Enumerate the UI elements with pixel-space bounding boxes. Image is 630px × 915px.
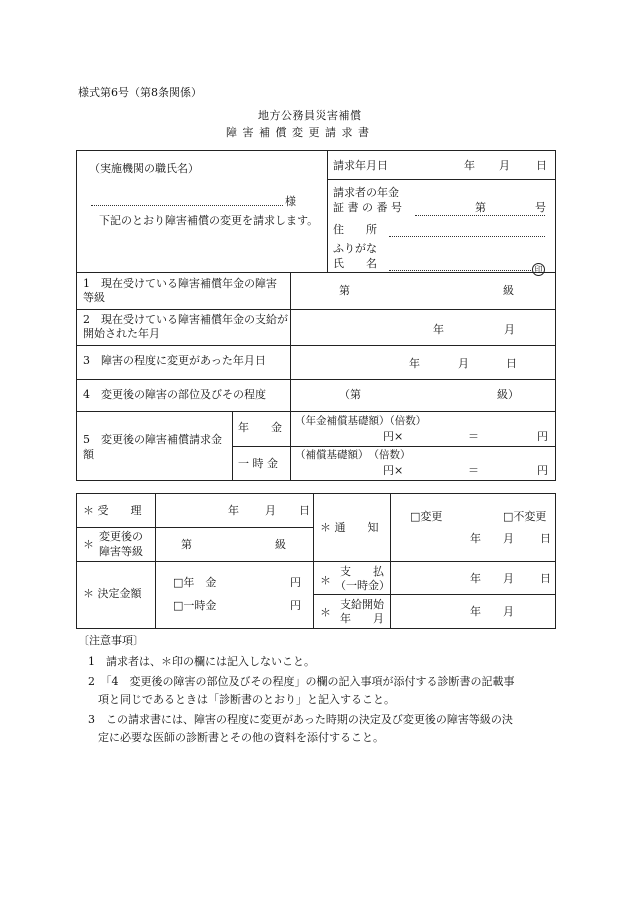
seal-mark: 印 — [532, 257, 545, 276]
payment-year: 年 — [470, 572, 481, 585]
start-label-1: 支給開始 — [340, 598, 384, 611]
item1-kyu: 級 — [503, 284, 514, 297]
item3-day: 日 — [506, 357, 517, 370]
start-month: 月 — [503, 605, 514, 618]
start-asterisk: ＊ — [320, 606, 331, 619]
org-title: 地方公務員災害補償 — [258, 109, 362, 122]
notice-month: 月 — [503, 532, 514, 545]
new-grade-label-1: 変更後の — [99, 530, 143, 543]
item5-label: 5 変更後の障害補償請求金額 — [83, 433, 222, 461]
item3-label: 3 障害の程度に変更があった年月日 — [83, 354, 266, 367]
agency-name-line[interactable] — [91, 204, 283, 206]
cert-go: 号 — [535, 201, 546, 214]
item2-year: 年 — [433, 323, 444, 336]
new-grade-kyu: 級 — [275, 538, 286, 551]
amount-label: ＊ 決定金額 — [83, 587, 142, 600]
amount-lump-checkbox[interactable]: □一時金 — [173, 599, 217, 612]
date-label: 請求年月日 — [333, 159, 388, 172]
lump-eq: ＝ — [468, 464, 479, 477]
payment-month: 月 — [503, 572, 514, 585]
amount-pension-checkbox[interactable]: □年 金 — [173, 576, 217, 589]
receipt-day: 日 — [299, 504, 310, 517]
item3-month: 月 — [458, 357, 469, 370]
item1-dai: 第 — [339, 284, 350, 297]
item4-kyu: 級） — [497, 388, 519, 401]
new-grade-dai: 第 — [181, 538, 192, 551]
main-form — [76, 150, 556, 481]
pension-formula: （年金補償基礎額）（倍数） — [295, 415, 427, 427]
payment-asterisk: ＊ — [320, 574, 331, 587]
furigana-label: ふりがな — [333, 242, 377, 255]
amount-pension-yen: 円 — [290, 576, 301, 589]
note-3a: 3 この請求書には、障害の程度に変更があった時期の決定及び変更後の障害等級の決 — [88, 713, 513, 726]
lump-label: 一 時 金 — [238, 457, 278, 470]
date-year: 年 — [464, 159, 475, 172]
note-3b: 定に必要な医師の診断書とその他の資料を添付すること。 — [98, 731, 384, 744]
payment-day: 日 — [540, 572, 551, 585]
name-field[interactable] — [389, 269, 531, 271]
lump-yen: 円 — [537, 464, 548, 477]
agency-label: （実施機関の職氏名） — [89, 162, 199, 175]
receipt-label: ＊ 受 理 — [83, 504, 142, 517]
item3-year: 年 — [409, 357, 420, 370]
start-year: 年 — [470, 605, 481, 618]
item4-label: 4 変更後の障害の部位及びその程度 — [83, 388, 266, 401]
note-1: 1 請求者は、＊印の欄には記入しないこと。 — [88, 655, 315, 668]
honorific: 様 — [285, 195, 296, 208]
note-2b: 項と同じであるときは「診断書のとおり」と記入すること。 — [98, 693, 395, 706]
pension-eq: ＝ — [468, 430, 479, 443]
date-month: 月 — [499, 159, 510, 172]
item2-month: 月 — [504, 323, 515, 336]
lump-yen-x: 円× — [383, 464, 404, 477]
item4-dai: （第 — [339, 388, 361, 401]
date-day: 日 — [536, 159, 547, 172]
note-2a: 2 「4 変更後の障害の部位及びその程度」の欄の記入事項が添付する診断書の記載事 — [88, 675, 515, 688]
notice-label: ＊ 通 知 — [320, 521, 379, 534]
doc-title: 障 害 補 償 変 更 請 求 書 — [226, 126, 370, 139]
receipt-month: 月 — [265, 504, 276, 517]
address-label: 住 所 — [333, 223, 377, 236]
pension-label: 年 金 — [238, 421, 282, 434]
payment-label-1: 支 払 — [340, 565, 384, 578]
item2-label: 2 現在受けている障害補償年金の支給が開始された年月 — [83, 313, 288, 340]
pension-yen: 円 — [537, 430, 548, 443]
change-checkbox[interactable]: □変更 — [410, 510, 443, 523]
item1-label: 1 現在受けている障害補償年金の障害等級 — [83, 277, 277, 304]
lump-formula: （補償基礎額） （倍数） — [295, 449, 411, 461]
cert-number-field[interactable] — [415, 214, 545, 216]
amount-lump-yen: 円 — [290, 599, 301, 612]
office-use-form — [76, 493, 556, 629]
cert-label-1: 請求者の年金 — [333, 186, 399, 199]
address-field[interactable] — [389, 235, 545, 237]
new-grade-label-2: 障害等級 — [99, 545, 143, 558]
name-label: 氏 名 — [333, 257, 377, 270]
payment-label-2: （一時金） — [335, 579, 390, 592]
new-grade-asterisk: ＊ — [83, 538, 94, 551]
nochange-checkbox[interactable]: □不変更 — [503, 510, 547, 523]
cert-dai: 第 — [475, 201, 486, 214]
form-number: 様式第6号（第8条関係） — [78, 86, 202, 99]
cert-label-2: 証 書 の 番 号 — [333, 201, 402, 214]
pension-yen-x: 円× — [383, 430, 404, 443]
notice-day: 日 — [540, 532, 551, 545]
notice-year: 年 — [470, 532, 481, 545]
notes-title: 〔注意事項〕 — [78, 634, 144, 647]
request-text: 下記のとおり障害補償の変更を請求します。 — [99, 214, 319, 227]
receipt-year: 年 — [228, 504, 239, 517]
start-label-2: 年 月 — [340, 612, 384, 625]
